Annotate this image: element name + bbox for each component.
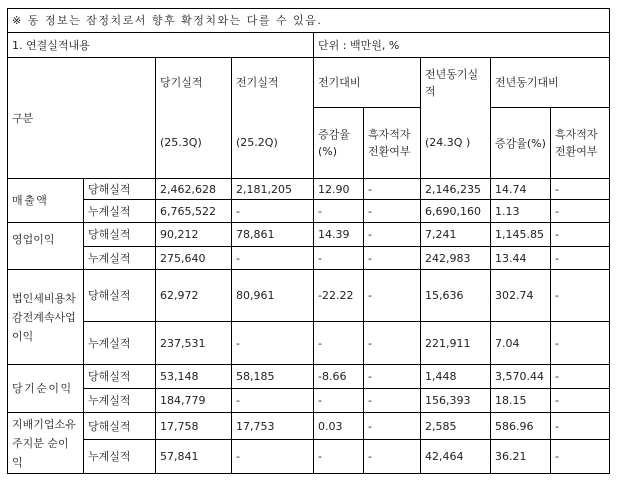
header-qoq: 전기대비: [314, 58, 421, 108]
yoy-value: 2,585: [421, 413, 491, 440]
category-label: 법인세비용차감전계속사업이익: [8, 270, 84, 365]
yoy-rate: 3,570.44: [491, 365, 551, 389]
qoq-turnaround: -: [364, 179, 421, 200]
qoq-rate: 12.90: [314, 179, 364, 200]
qoq-turnaround: -: [364, 365, 421, 389]
table-row: [8, 322, 610, 365]
qoq-rate: 0.03: [314, 413, 364, 440]
yoy-value: 2,146,235: [421, 179, 491, 200]
header-yoy-turnaround: 흑자적자전환여부: [551, 108, 610, 179]
unit-label: 단위 : 백만원, %: [314, 33, 610, 58]
current-value: 90,212: [156, 223, 232, 247]
section-title: 1. 연결실적내용: [8, 33, 314, 58]
sub-label: 누계실적: [84, 389, 156, 413]
qoq-rate: -: [314, 389, 364, 413]
yoy-turnaround: -: [551, 365, 610, 389]
disclosure-document: [7, 8, 610, 474]
category-label: 영업이익: [8, 223, 84, 270]
earnings-table: [7, 8, 610, 474]
qoq-turnaround: -: [364, 413, 421, 440]
table-row: [8, 389, 610, 413]
sub-label: 당해실적: [84, 223, 156, 247]
yoy-rate: 1,145.85: [491, 223, 551, 247]
qoq-turnaround: -: [364, 200, 421, 223]
previous-value: 58,185: [232, 365, 314, 389]
period-yoy: (24.3Q ): [421, 108, 491, 179]
header-yoy-rate: 증감율(%): [491, 108, 551, 179]
category-label: 매출액: [8, 179, 84, 223]
yoy-turnaround: -: [551, 440, 610, 474]
header-row-1: [8, 58, 610, 108]
header-yoy-actual: 전년동기실적: [421, 58, 491, 108]
qoq-rate: 14.39: [314, 223, 364, 247]
yoy-rate: 14.74: [491, 179, 551, 200]
sub-label: 누계실적: [84, 200, 156, 223]
yoy-value: 42,464: [421, 440, 491, 474]
table-row: [8, 413, 610, 440]
current-value: 53,148: [156, 365, 232, 389]
period-previous: (25.2Q): [232, 108, 314, 179]
previous-value: 17,753: [232, 413, 314, 440]
yoy-value: 156,393: [421, 389, 491, 413]
current-value: 275,640: [156, 247, 232, 270]
previous-value: -: [232, 247, 314, 270]
previous-value: -: [232, 440, 314, 474]
sub-label: 누계실적: [84, 440, 156, 474]
period-current: (25.3Q): [156, 108, 232, 179]
previous-value: 2,181,205: [232, 179, 314, 200]
current-value: 184,779: [156, 389, 232, 413]
yoy-value: 242,983: [421, 247, 491, 270]
yoy-rate: 7.04: [491, 322, 551, 365]
yoy-rate: 13.44: [491, 247, 551, 270]
yoy-value: 6,690,160: [421, 200, 491, 223]
yoy-rate: 36.21: [491, 440, 551, 474]
title-row: [8, 33, 610, 58]
header-yoy: 전년동기대비: [491, 58, 610, 108]
current-value: 2,462,628: [156, 179, 232, 200]
previous-value: 78,861: [232, 223, 314, 247]
header-current: 당기실적: [156, 58, 232, 108]
qoq-turnaround: -: [364, 223, 421, 247]
header-previous: 전기실적: [232, 58, 314, 108]
yoy-turnaround: -: [551, 200, 610, 223]
qoq-rate: -: [314, 440, 364, 474]
sub-label: 당해실적: [84, 365, 156, 389]
notice-text: ※ 동 정보는 잠정치로서 향후 확정치와는 다를 수 있음.: [8, 9, 610, 33]
qoq-turnaround: -: [364, 389, 421, 413]
yoy-value: 7,241: [421, 223, 491, 247]
category-label: 지배기업소유주지분 순이익: [8, 413, 84, 474]
current-value: 62,972: [156, 270, 232, 322]
table-row: [8, 270, 610, 322]
sub-label: 누계실적: [84, 247, 156, 270]
yoy-value: 221,911: [421, 322, 491, 365]
qoq-turnaround: -: [364, 440, 421, 474]
yoy-turnaround: -: [551, 179, 610, 200]
sub-label: 당해실적: [84, 179, 156, 200]
header-qoq-turnaround: 흑자적자전환여부: [364, 108, 421, 179]
table-row: [8, 179, 610, 200]
table-row: [8, 223, 610, 247]
table-row: [8, 440, 610, 474]
header-qoq-rate: 증감율(%): [314, 108, 364, 179]
current-value: 237,531: [156, 322, 232, 365]
current-value: 6,765,522: [156, 200, 232, 223]
yoy-rate: 18.15: [491, 389, 551, 413]
previous-value: -: [232, 322, 314, 365]
yoy-rate: 1.13: [491, 200, 551, 223]
notice-row: [8, 9, 610, 33]
yoy-turnaround: -: [551, 322, 610, 365]
sub-label: 당해실적: [84, 270, 156, 322]
qoq-rate: -: [314, 200, 364, 223]
sub-label: 누계실적: [84, 322, 156, 365]
yoy-turnaround: -: [551, 270, 610, 322]
sub-label: 당해실적: [84, 413, 156, 440]
previous-value: -: [232, 200, 314, 223]
yoy-turnaround: -: [551, 413, 610, 440]
yoy-rate: 302.74: [491, 270, 551, 322]
table-row: [8, 200, 610, 223]
qoq-turnaround: -: [364, 270, 421, 322]
qoq-rate: -: [314, 247, 364, 270]
table-row: [8, 247, 610, 270]
qoq-rate: -22.22: [314, 270, 364, 322]
current-value: 57,841: [156, 440, 232, 474]
category-label: 당기순이익: [8, 365, 84, 413]
yoy-turnaround: -: [551, 247, 610, 270]
qoq-rate: -: [314, 322, 364, 365]
header-category: 구분: [8, 58, 156, 179]
yoy-value: 15,636: [421, 270, 491, 322]
qoq-rate: -8.66: [314, 365, 364, 389]
yoy-value: 1,448: [421, 365, 491, 389]
yoy-turnaround: -: [551, 223, 610, 247]
previous-value: 80,961: [232, 270, 314, 322]
yoy-rate: 586.96: [491, 413, 551, 440]
yoy-turnaround: -: [551, 389, 610, 413]
qoq-turnaround: -: [364, 322, 421, 365]
previous-value: -: [232, 389, 314, 413]
qoq-turnaround: -: [364, 247, 421, 270]
table-row: [8, 365, 610, 389]
current-value: 17,758: [156, 413, 232, 440]
